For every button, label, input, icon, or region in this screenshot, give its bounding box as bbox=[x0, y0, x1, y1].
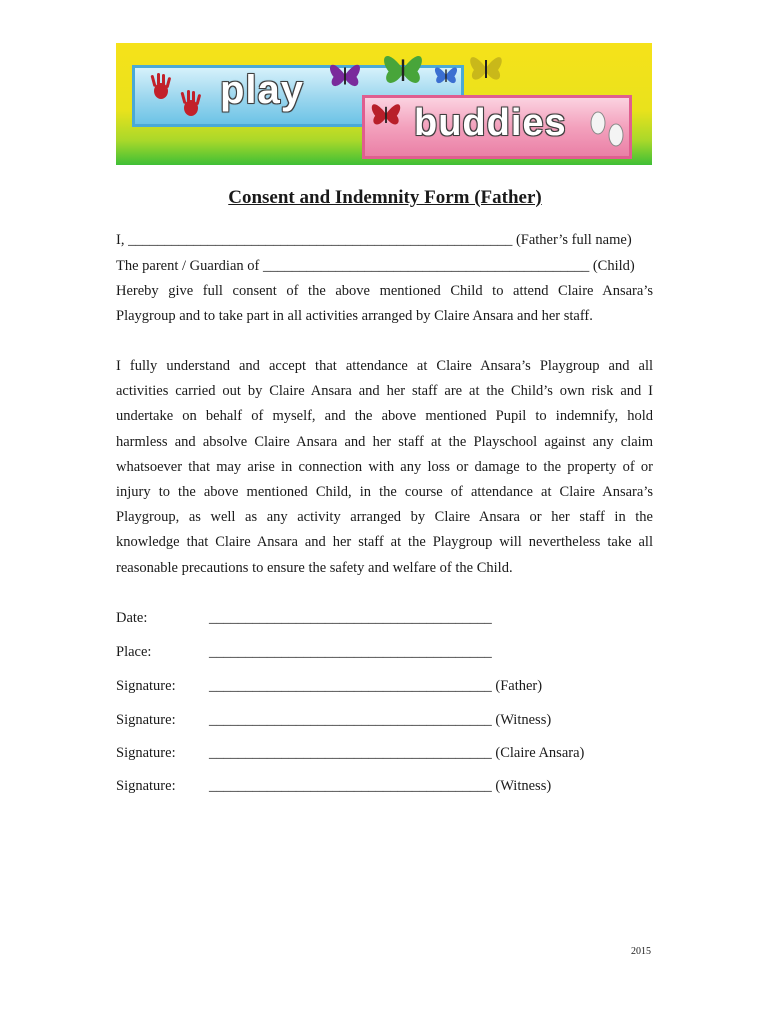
place-label: Place: bbox=[116, 644, 152, 660]
fathers-name-line: I, _____________________________________________________ (Father’s full name) bbox=[116, 232, 632, 248]
handprint-icon bbox=[148, 73, 174, 101]
claire-ansara-signature-field[interactable]: _______________________________________ (Claire Ansara) bbox=[209, 745, 585, 761]
butterfly-icon bbox=[432, 61, 460, 89]
indemnity-text-line: harmless and absolve Claire Ansara and her staff at the Playschool against any claim bbox=[116, 434, 653, 450]
indemnity-text-line: I fully understand and accept that attendance at Claire Ansara’s Playgroup and all bbox=[116, 358, 653, 374]
butterfly-icon bbox=[466, 47, 506, 89]
butterfly-icon bbox=[378, 45, 428, 93]
signature-label: Signature: bbox=[116, 712, 176, 728]
witness-signature-field[interactable]: _______________________________________ (Witness) bbox=[209, 712, 552, 728]
date-label: Date: bbox=[116, 610, 148, 626]
indemnity-text-line: Playgroup, as well as any activity arranged by Claire Ansara or her staff in the bbox=[116, 509, 653, 525]
handprint-icon bbox=[178, 89, 204, 119]
consent-text-line: Playgroup and to take part in all activities arranged by Claire Ansara and her staff. bbox=[116, 308, 593, 324]
witness-signature-field[interactable]: _______________________________________ (Witness) bbox=[209, 778, 552, 794]
indemnity-text-line: reasonable precautions to ensure the safety and welfare of the Child. bbox=[116, 560, 513, 576]
footprint-icon bbox=[586, 105, 630, 155]
indemnity-text-line: knowledge that Claire Ansara and her staff at the Playgroup will nevertheless take all bbox=[116, 534, 653, 550]
indemnity-text-line: undertake on behalf of myself, and the above mentioned Pupil to indemnify, hold bbox=[116, 408, 653, 424]
logo-play-text: play bbox=[220, 68, 305, 112]
butterfly-icon bbox=[326, 55, 364, 95]
indemnity-text-line: activities carried out by Claire Ansara and her staff are at the Child’s own risk and I bbox=[116, 383, 653, 399]
father-signature-field[interactable]: _______________________________________ (Father) bbox=[209, 678, 543, 694]
indemnity-text-line: injury to the above mentioned Child, in the course of attendance at Claire Ansara’s bbox=[116, 484, 653, 500]
logo-buddies-text: buddies bbox=[414, 102, 567, 144]
footer-year: 2015 bbox=[631, 946, 651, 957]
signature-label: Signature: bbox=[116, 678, 176, 694]
child-name-line: The parent / Guardian of _____________________________________________ (Child) bbox=[116, 258, 635, 274]
consent-text-line: Hereby give full consent of the above mentioned Child to attend Claire Ansara’s bbox=[116, 283, 653, 299]
butterfly-icon bbox=[368, 95, 404, 133]
signature-label: Signature: bbox=[116, 778, 176, 794]
document-title: Consent and Indemnity Form (Father) bbox=[228, 187, 542, 208]
date-field[interactable]: _______________________________________ bbox=[209, 610, 492, 626]
indemnity-text-line: whatsoever that may arise in connection with any loss or damage to the property of or bbox=[116, 459, 653, 475]
place-field[interactable]: _______________________________________ bbox=[209, 644, 492, 660]
logo-banner bbox=[116, 43, 652, 165]
signature-label: Signature: bbox=[116, 745, 176, 761]
